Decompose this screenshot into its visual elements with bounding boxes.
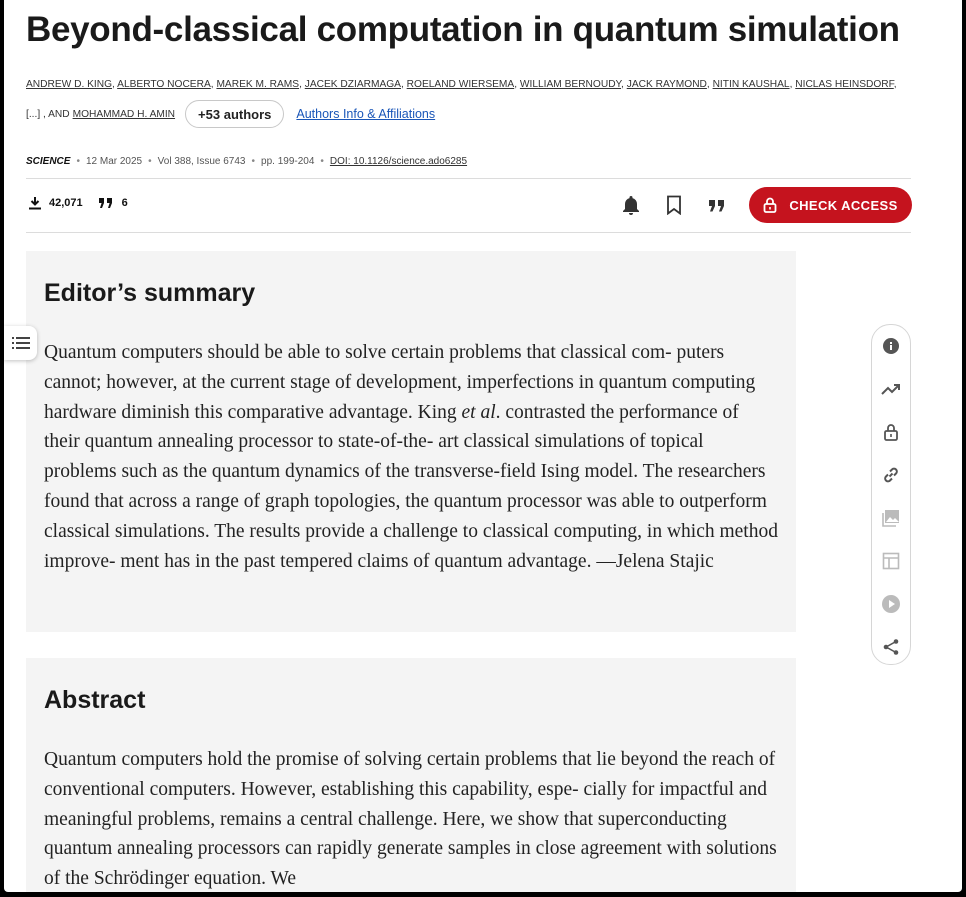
image-icon[interactable] [880,507,902,529]
author-link[interactable]: JACK RAYMOND [626,79,707,90]
table-icon[interactable] [880,550,902,572]
author-link[interactable]: ROELAND WIERSEMA [406,79,515,90]
download-count[interactable]: 42,071 [49,197,83,209]
article-meta [26,156,467,167]
author-link[interactable]: JACEK DZIARMAGA [304,79,401,90]
article-actions [620,186,912,224]
page-title: Beyond-classical computation in quantum simulation [26,10,900,49]
divider [26,178,911,179]
authors-info-link[interactable]: Authors Info & Affiliations [296,107,436,121]
meta-separator: • [251,156,256,167]
doi-link[interactable]: DOI: 10.1126/science.ado6285 [329,156,468,167]
lock-icon[interactable] [880,421,902,443]
abstract-text: Quantum computers hold the promise of solving certain problems that lie beyond the reach of conventional computers. However, establishing this capability, espe- cially for impactful and meaningful problems, remains a central challenge. Here, we show that superconducting quantum annealing processors can rapidly generate samples in close agreement with solutions of the Schrödinger equation. We [44,749,777,890]
author-list-continued [26,100,435,128]
summary-italic: et al [461,401,496,423]
download-icon [28,196,42,210]
author-link[interactable]: MAREK M. RAMS [216,79,300,90]
author-link[interactable]: NITIN KAUSHAL [712,79,790,90]
summary-text-part: Quantum computers should be able to solve certain problems that classical com- puters cannot; however, at the current stage of development, imperfections in quantum computing hardware diminish this comparative advantage. King [44,342,756,423]
meta-separator: • [320,156,324,167]
play-icon[interactable] [880,593,902,615]
journal-name[interactable]: SCIENCE [26,156,71,167]
author-list: ANDREW D. KING, ALBERTO NOCERA, MAREK M. RAMS, JACEK DZIARMAGA, ROELAND WIERSEMA, WILLIAM BERNOUDY, JACK RAYMOND, NITIN KAUSHAL, NICLAS HEINSDORF, [26,79,897,90]
quote-icon[interactable] [706,194,728,216]
author-link[interactable]: ALBERTO NOCERA [117,79,211,90]
bell-icon[interactable] [620,194,642,216]
share-icon[interactable] [880,636,902,658]
page-range: pp. 199-204 [261,156,315,167]
article-page [4,0,962,892]
editors-summary-text [44,338,779,576]
divider [26,232,911,233]
editors-summary-section [26,251,796,632]
abstract-heading: Abstract [44,686,146,714]
publish-date: 12 Mar 2025 [85,156,143,167]
author-link[interactable]: ANDREW D. KING [26,79,113,90]
meta-separator: • [148,156,152,167]
link-icon[interactable] [880,464,902,486]
citation-icon [98,197,114,209]
trending-icon[interactable] [880,378,902,400]
editors-summary-heading: Editor’s summary [44,279,256,307]
info-icon[interactable] [880,335,902,357]
more-authors-button[interactable]: +53 authors [185,100,284,128]
author-link[interactable]: MOHAMMAD H. AMIN [72,108,176,120]
volume-issue[interactable]: Vol 388, Issue 6743 [157,156,246,167]
abstract-section [26,658,796,892]
list-icon [12,336,30,350]
bookmark-icon[interactable] [663,194,685,216]
check-access-button[interactable] [749,187,912,223]
author-ellipsis[interactable]: [...] , AND [26,108,70,120]
summary-text-part: . contrasted the performance of their quantum annealing processor to state-of-the- art classical simulations of topical problems such as the quantum dynamics of the transverse-field Ising model. The researchers found that across a range of graph topologies, the quantum processor was able to outperform classical simulations. The results provide a challenge to classical computing, in which method improve- ment has in the past tempered claims of quantum advantage. —Jelena Stajic [44,401,778,572]
article-stats [28,196,128,210]
table-of-contents-toggle[interactable] [4,326,37,360]
side-tool-rail [871,324,911,665]
author-link[interactable]: NICLAS HEINSDORF [795,79,894,90]
check-access-label: CHECK ACCESS [789,197,898,213]
lock-icon [763,197,777,213]
author-link[interactable]: WILLIAM BERNOUDY [519,79,622,90]
citation-count[interactable]: 6 [121,197,128,209]
meta-separator: • [76,156,80,167]
